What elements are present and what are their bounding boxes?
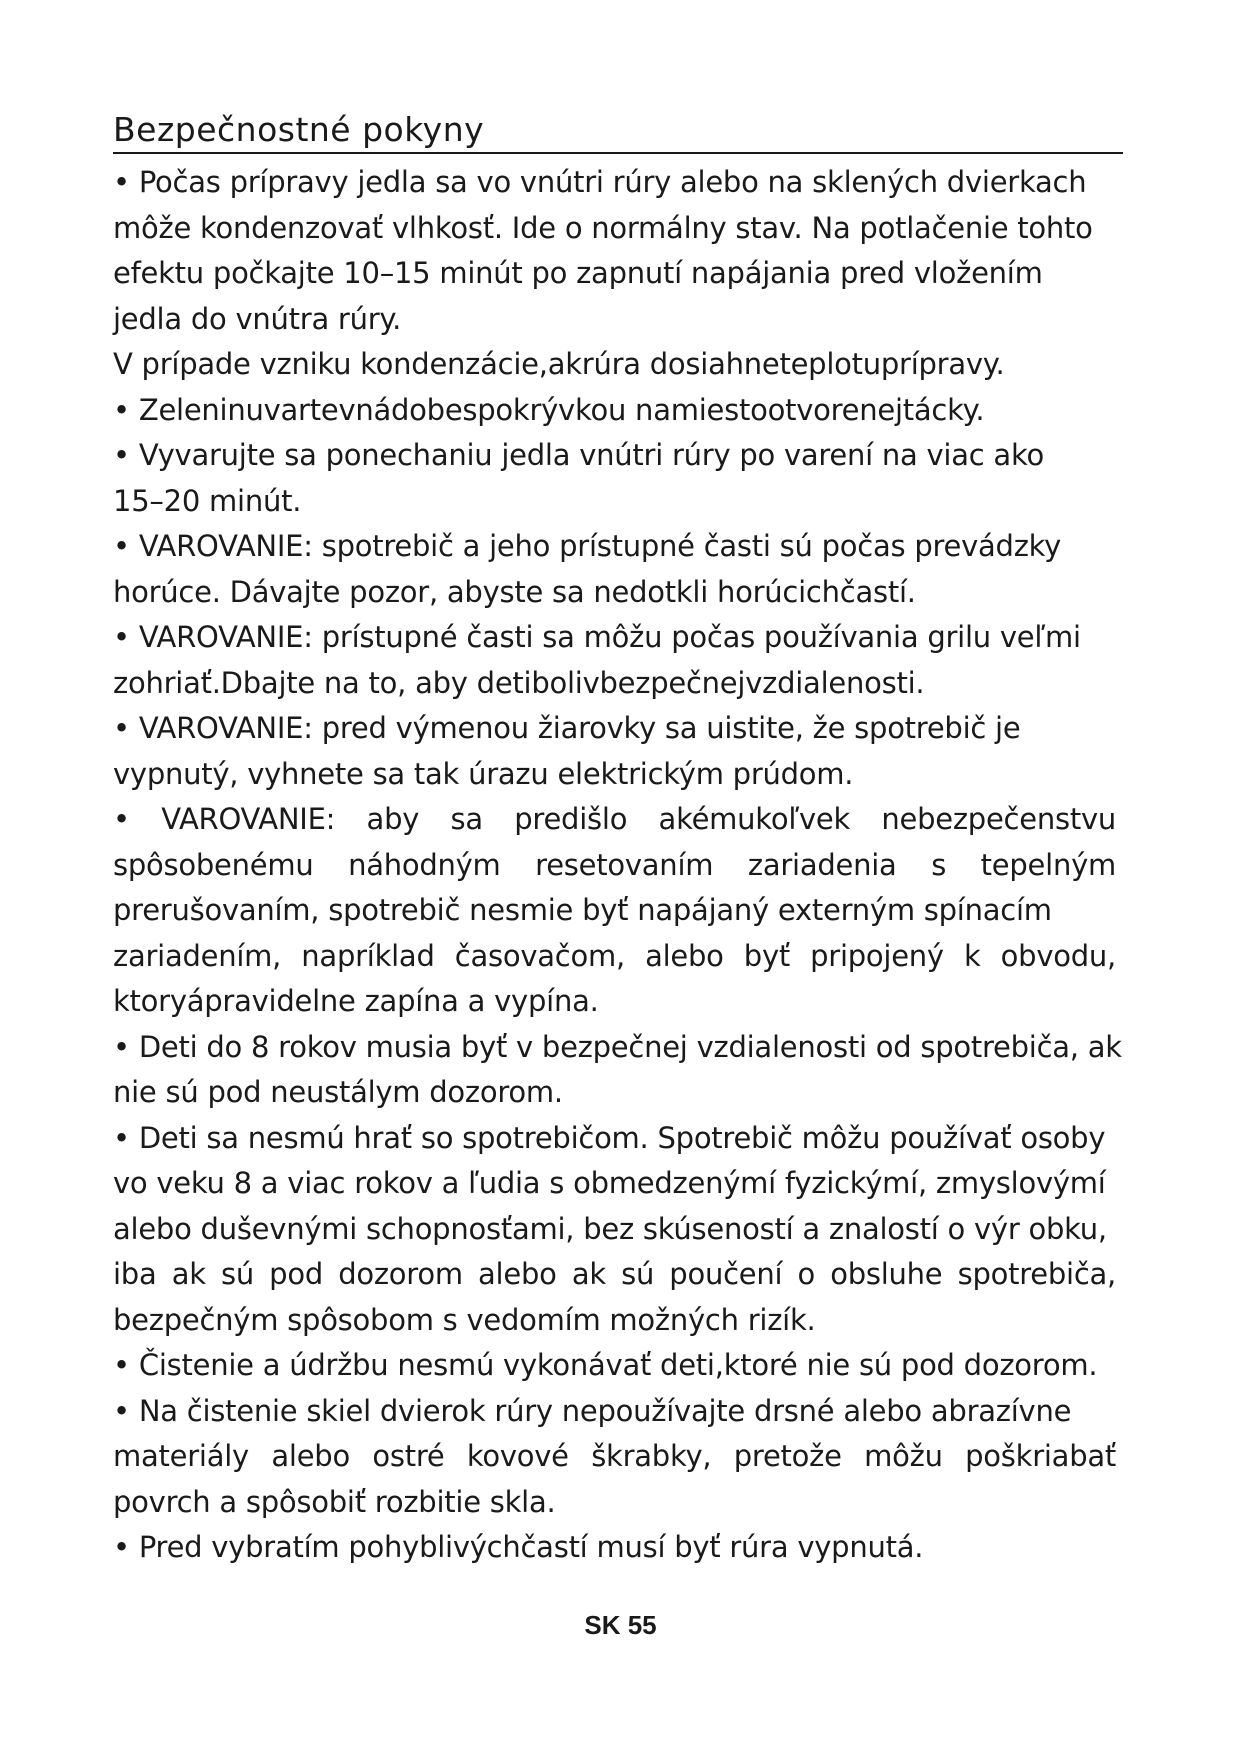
text-line: • VAROVANIE: prístupné časti sa môžu počas používania grilu veľmi xyxy=(113,620,1081,654)
text-line: zariadením, napríklad časovačom, alebo byť pripojený k obvodu, xyxy=(113,938,1116,973)
text-line: jedla do vnútra rúry. xyxy=(113,301,402,336)
section-header xyxy=(113,108,1123,154)
text-line: spôsobenému náhodným resetovaním zariadenia s tepelným xyxy=(113,847,1116,882)
text-line: alebo duševnými schopnosťami, bez skúseností a znalostí o výr obku, xyxy=(113,1211,1107,1246)
text-line: môže kondenzovať vlhkosť. Ide o normálny stav. Na potlačenie tohto xyxy=(113,210,1093,245)
text-line: iba ak sú pod dozorom alebo ak sú poučení o obsluhe spotrebiča, xyxy=(113,1257,1116,1291)
text-line: • Na čistenie skiel dvierok rúry nepoužívajte drsné alebo abrazívne xyxy=(113,1393,1072,1428)
text-line: V prípade vzniku kondenzácie,akrúra dosiahneteplotuprípravy. xyxy=(113,347,1005,381)
text-line: • Deti do 8 rokov musia byť v bezpečnej vzdialenosti od spotrebiča, ak xyxy=(113,1029,1122,1064)
text-line: • Počas prípravy jedla sa vo vnútri rúry alebo na sklených dvierkach xyxy=(113,165,1087,199)
text-line: • VAROVANIE: spotrebič a jeho prístupné časti sú počas prevádzky xyxy=(113,529,1062,563)
text-line: vo veku 8 a viac rokov a ľudia s obmedzenýmí fyzickýmí, zmyslovýmí xyxy=(113,1166,1106,1200)
text-line: bezpečným spôsobom s vedomím možných rizík. xyxy=(113,1302,816,1337)
page-number: SK 55 xyxy=(584,1610,657,1640)
text-line: 15–20 minút. xyxy=(113,483,302,518)
text-line: ktoryápravidelne zapína a vypína. xyxy=(113,984,599,1018)
text-line: • VAROVANIE: aby sa predišlo akémukoľvek nebezpečenstvu xyxy=(113,802,1116,836)
section-title: Bezpečnostné pokyny xyxy=(113,110,485,149)
text-line: • Čistenie a údržbu nesmú vykonávať deti,ktoré nie sú pod dozorom. xyxy=(113,1348,1098,1382)
text-line: • Pred vybratím pohyblivýchčastí musí byť rúra vypnutá. xyxy=(113,1530,924,1564)
body-text xyxy=(113,160,1168,1571)
text-line: • VAROVANIE: pred výmenou žiarovky sa uistite, že spotrebič je xyxy=(113,711,1021,745)
text-line: zohriať.Dbajte na to, aby detibolivbezpečnejvzdialenosti. xyxy=(113,665,925,700)
text-line: • Vyvarujte sa ponechaniu jedla vnútri rúry po varení na viac ako xyxy=(113,438,1044,472)
text-line: • Zeleninuvartevnádobespokrývkou namiestootvorenejtácky. xyxy=(113,392,985,427)
text-line: vypnutý, vyhnete sa tak úrazu elektrickým prúdom. xyxy=(113,756,854,791)
text-line: efektu počkajte 10–15 minút po zapnutí napájania pred vložením xyxy=(113,256,1043,290)
text-line: povrch a spôsobiť rozbitie skla. xyxy=(113,1484,556,1519)
text-line: prerušovaním, spotrebič nesmie byť napájaný externým spínacím xyxy=(113,893,1052,927)
text-line: • Deti sa nesmú hrať so spotrebičom. Spotrebič môžu používať osoby xyxy=(113,1120,1106,1155)
text-line: nie sú pod neustálym dozorom. xyxy=(113,1075,563,1109)
text-line: materiály alebo ostré kovové škrabky, pretože môžu poškriabať xyxy=(113,1439,1116,1473)
text-line: horúce. Dávajte pozor, abyste sa nedotkli horúcichčastí. xyxy=(113,574,916,609)
